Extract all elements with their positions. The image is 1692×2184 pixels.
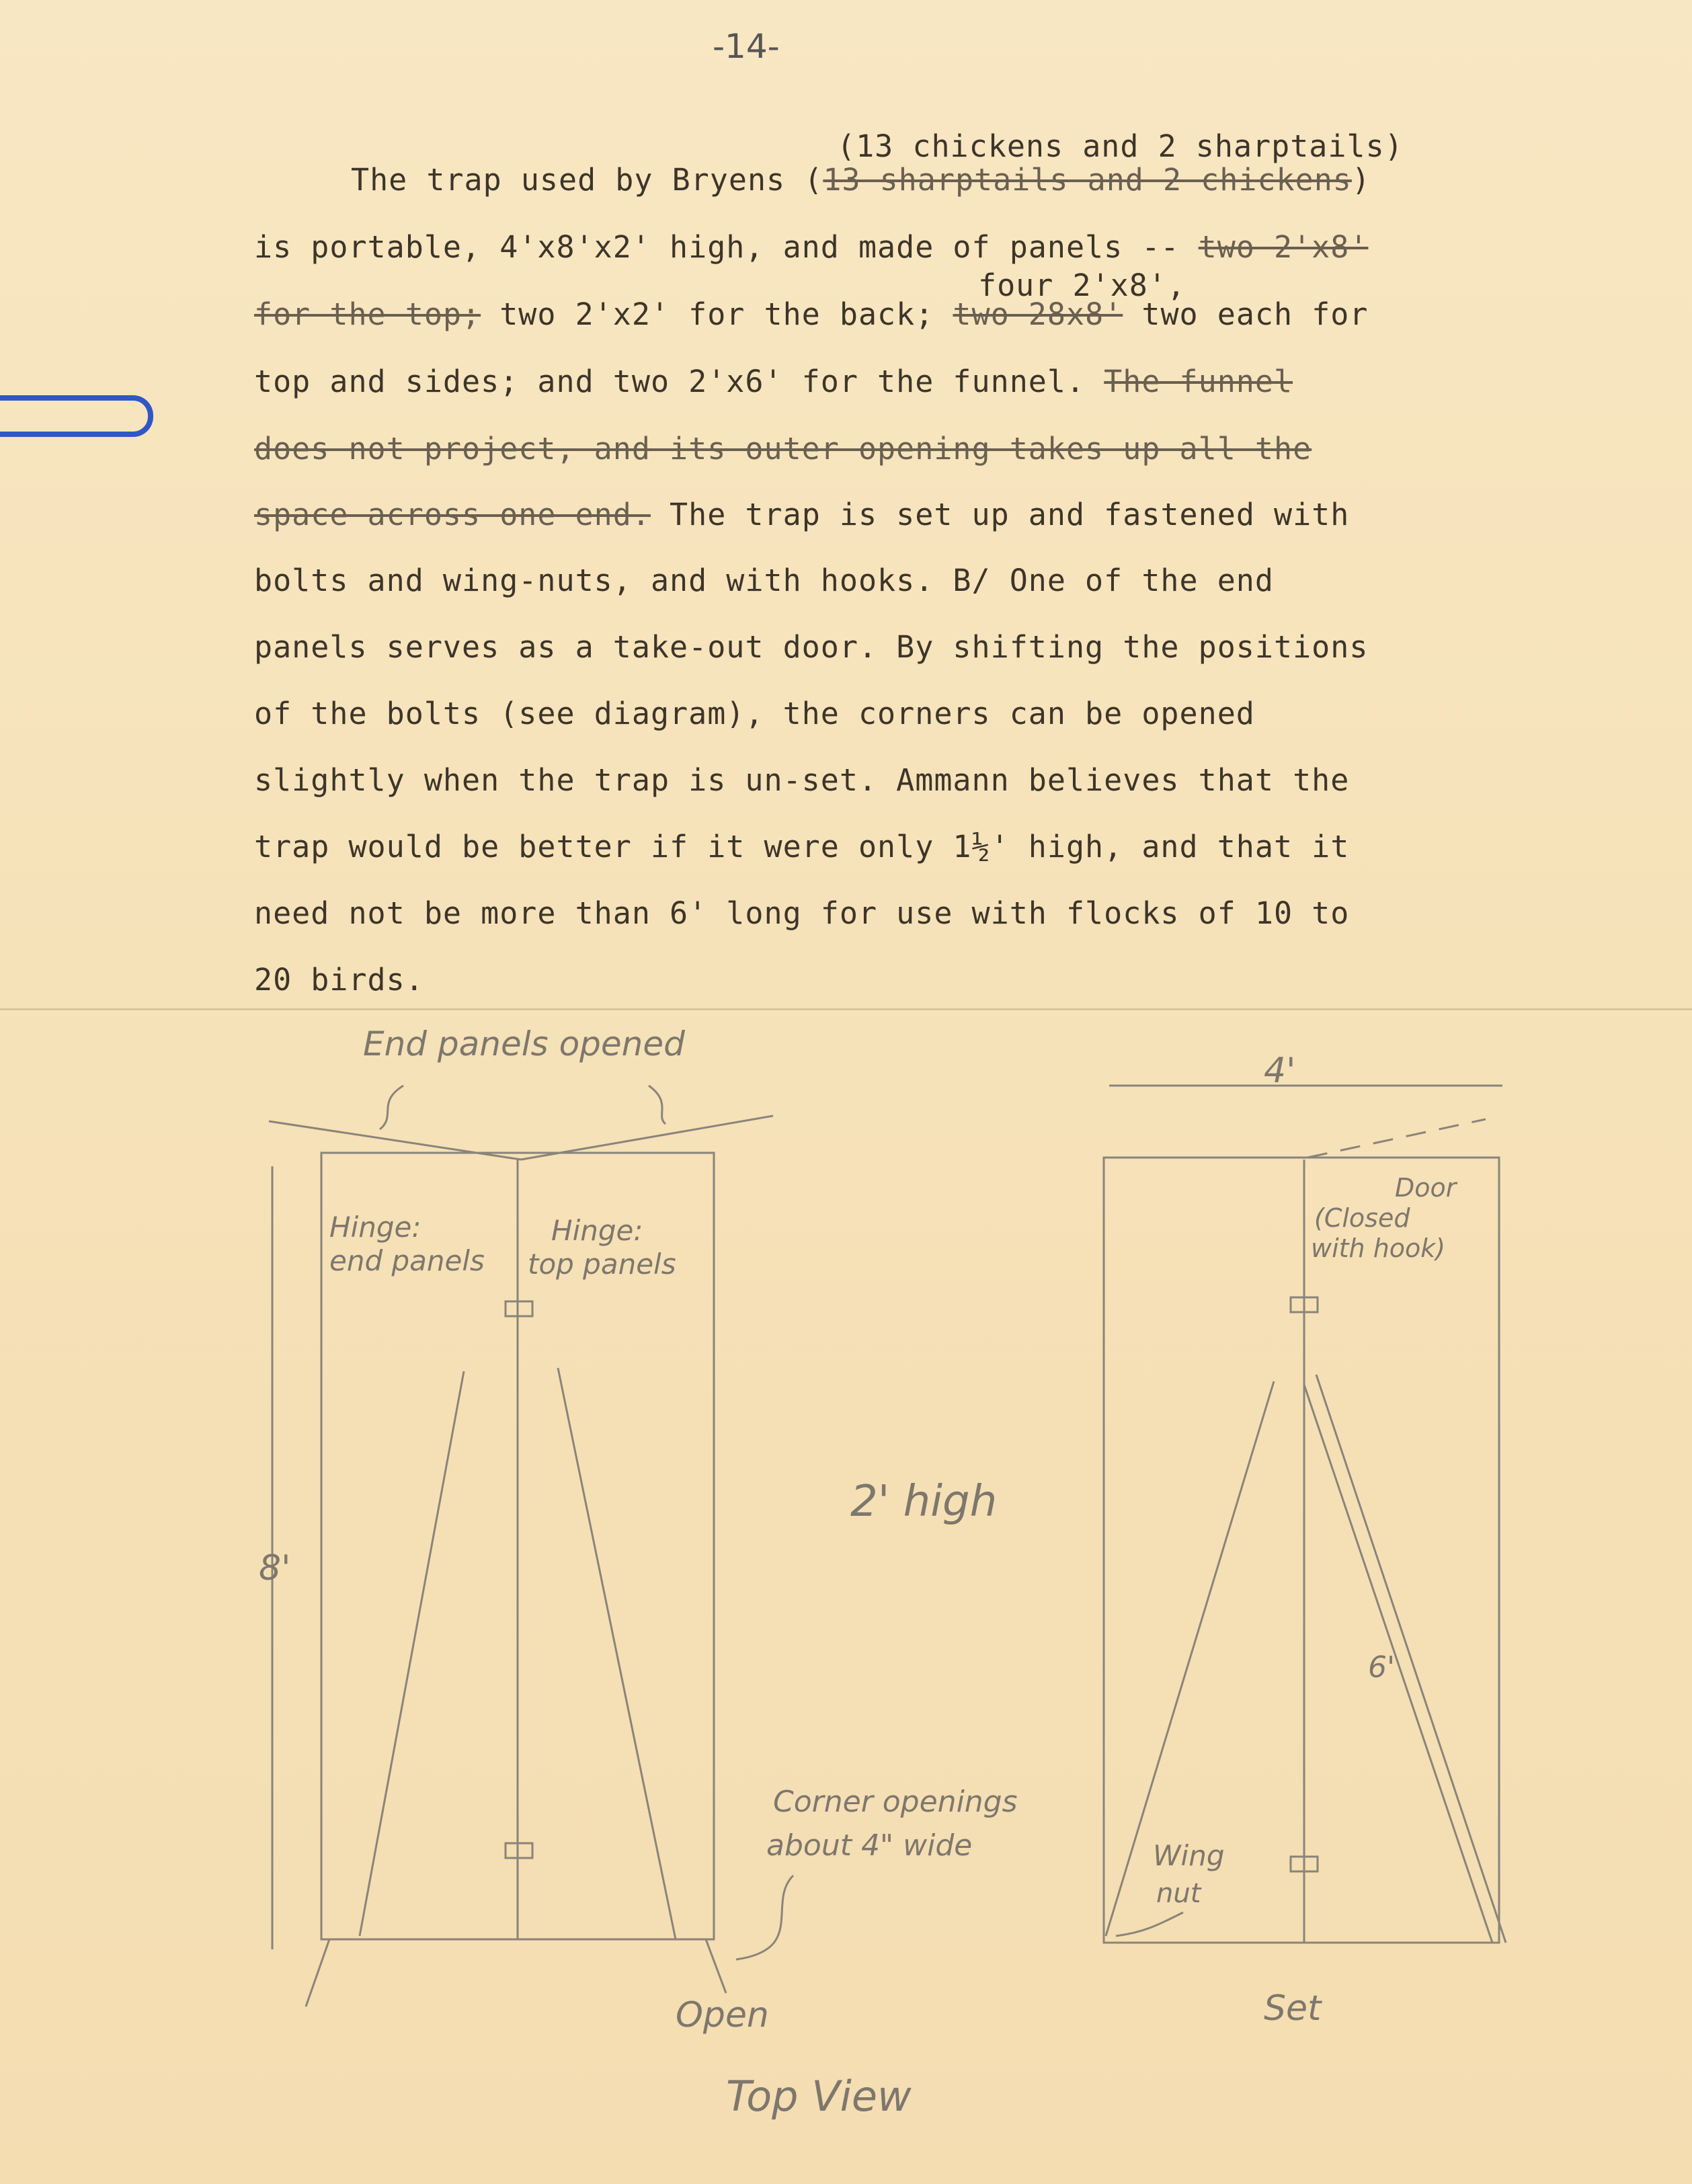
open-funnel-left (360, 1371, 464, 1936)
text-line-7: bolts and wing-nuts, and with hooks. B/ One of the end (254, 563, 1274, 598)
text-line-10: slightly when the trap is un-set. Ammann believes that the (254, 762, 1350, 798)
dim-4-label: 4' (1264, 1051, 1296, 1091)
text-line-3: for the top; two 2'x2' for the back; two 28x8' two each for (254, 296, 1369, 332)
door-label-3: with hook) (1311, 1233, 1446, 1263)
set-funnel-right (1304, 1385, 1492, 1943)
struck-text: for the top; (254, 296, 481, 332)
corner-openings-label: Corner openings (773, 1785, 1018, 1819)
text-line-8: panels serves as a take-out door. By shifting the positions (254, 629, 1369, 665)
corner-pointer (736, 1875, 793, 1959)
end-panel-pointer-left (380, 1086, 403, 1129)
struck-text: two 2'x8' (1198, 229, 1369, 265)
end-panels-opened-label: End panels opened (363, 1024, 685, 1063)
open-bolt-bottom (506, 1843, 532, 1858)
dim-6-label: 6' (1368, 1650, 1396, 1685)
set-trap-drawing (1104, 1086, 1506, 1943)
text-line-2: is portable, 4'x8'x2' high, and made of panels -- two 2'x8' (254, 229, 1369, 265)
corner-arrow-right (706, 1939, 726, 1993)
text-line-11: trap would be better if it were only 1½' high, and that it (254, 829, 1350, 864)
text-line-13: 20 birds. (254, 962, 424, 998)
text-line-9: of the bolts (see diagram), the corners can be opened (254, 696, 1255, 731)
hinge-top-label: Hinge: (551, 1214, 643, 1247)
door-label-2: (Closed (1314, 1203, 1410, 1233)
top-view-label: Top View (726, 2072, 912, 2121)
struck-text: two 28x8' (953, 296, 1123, 332)
struck-text: 13 sharptails and 2 chickens (823, 162, 1352, 198)
open-funnel-right (558, 1368, 676, 1939)
text-line-6: space across one end. The trap is set up and fastened with (254, 497, 1350, 532)
height-note: 2' high (850, 1477, 998, 1527)
text-line-4: top and sides; and two 2'x6' for the funnel. The funnel (254, 364, 1293, 399)
corner-arrow-left (306, 1939, 329, 2007)
text-line-1: The trap used by Bryens (13 sharptails and 2 chickens) (351, 162, 1371, 198)
hinge-end-label-2: end panels (329, 1244, 485, 1277)
dim-8-label: 8' (259, 1548, 291, 1588)
hinge-end-label: Hinge: (329, 1211, 421, 1244)
set-trap-outline (1104, 1158, 1499, 1943)
hinge-top-label-2: top panels (528, 1248, 676, 1281)
struck-text: space across one end. (254, 497, 651, 532)
trap-diagram (0, 1008, 1692, 2184)
open-bolt-top (506, 1301, 532, 1316)
wing-nut-pointer (1116, 1912, 1183, 1936)
struck-text: does not project, and its outer opening takes up all the (254, 431, 1312, 467)
text-line-5 (254, 430, 1312, 468)
open-label: Open (676, 1995, 769, 2035)
corner-openings-label-2: about 4" wide (766, 1828, 973, 1863)
inserted-text-line1: (13 chickens and 2 sharptails) (837, 128, 1404, 164)
end-panel-pointer-right (649, 1086, 666, 1124)
set-label: Set (1264, 1988, 1322, 2029)
page-number: -14- (713, 27, 780, 66)
inserted-text-line3: four 2'x8', (978, 268, 1186, 303)
struck-text: The funnel (1104, 364, 1293, 399)
door-swing-line (1307, 1119, 1486, 1158)
door-label: Door (1395, 1173, 1457, 1203)
set-funnel-right-dim (1316, 1375, 1506, 1943)
paperclip-icon (0, 395, 153, 437)
wing-nut-label-2: nut (1156, 1878, 1201, 1909)
text-line-12: need not be more than 6' long for use with flocks of 10 to (254, 895, 1350, 931)
wing-nut-label: Wing (1153, 1839, 1225, 1872)
